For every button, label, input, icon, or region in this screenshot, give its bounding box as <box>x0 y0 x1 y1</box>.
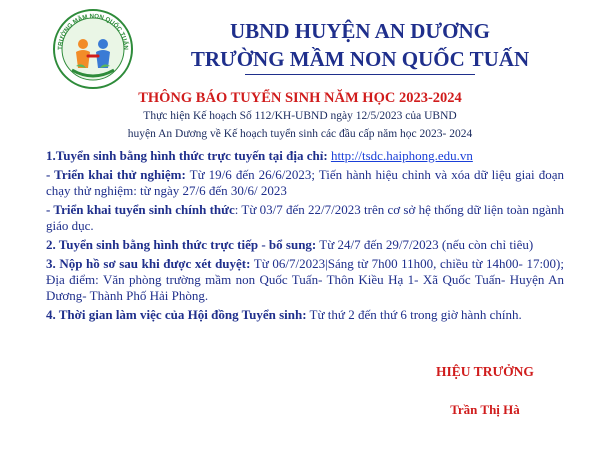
school-logo <box>52 8 134 90</box>
section-1a <box>46 167 564 199</box>
section-3-text: Từ 06/7/2023|Sáng từ 7h00 11h00, chiều từ 14h00- 17:00); Địa điểm: Văn phòng trường mầm non Quốc Tuấn- Thôn Kiều Hạ 1- Xã Quốc Tuấn- Huyện An Dương- Thành Phố Hải Phòng. <box>46 256 564 303</box>
logo-text: TRƯỜNG MẦM NON QUỐC TUẤN <box>56 12 130 51</box>
section-1b-text: : Từ 03/7 đến 22/7/2023 trên cơ sở hệ thống dữ liện toàn ngành giáo dục. <box>46 202 564 233</box>
section-1b <box>46 202 564 234</box>
school-name: TRƯỜNG MẦM NON QUỐC TUẤN <box>190 47 530 71</box>
section-4-text: Từ thứ 2 đến thứ 6 trong giờ hành chính. <box>306 307 522 322</box>
notice-subtitle-2: huyện An Dương về Kế hoạch tuyển sinh các đầu cấp năm học 2023- 2024 <box>127 128 473 140</box>
section-1b-label: - Triển khai tuyển sinh chính thức <box>46 202 235 217</box>
school-header <box>140 18 580 75</box>
notice-title: THÔNG BÁO TUYỂN SINH NĂM HỌC 2023-2024 <box>138 90 462 106</box>
header-underline <box>245 74 475 75</box>
section-3-label: 3. Nộp hồ sơ sau khi được xét duyệt: <box>46 256 251 271</box>
notice-body <box>46 148 564 326</box>
authority-name: UBND HUYỆN AN DƯƠNG <box>230 19 490 43</box>
notice-subtitle-1: Thực hiện Kế hoạch Số 112/KH-UBND ngày 12/5/2023 của UBND <box>143 110 457 122</box>
registration-link[interactable]: http://tsdc.haiphong.edu.vn <box>330 148 473 163</box>
section-1-heading: 1.Tuyển sinh bằng hình thức trực tuyến tại địa chỉ: <box>46 148 331 163</box>
section-2-label: 2. Tuyển sinh bằng hình thức trực tiếp - bổ sung: <box>46 237 317 252</box>
signature-name: Trần Thị Hà <box>450 402 520 417</box>
section-4 <box>46 307 564 323</box>
section-3 <box>46 256 564 304</box>
section-1a-label: - Triển khai thử nghiệm: <box>46 167 186 182</box>
section-1a-text: Từ 19/6 đến 26/6/2023; Tiến hành hiệu chỉnh và xóa dữ liệu giai đoạn chạy thử nghiệm: từ ngày 27/6 đến 30/6/ 2023 <box>46 167 564 198</box>
section-1 <box>46 148 564 164</box>
signature-title: HIỆU TRƯỞNG <box>436 364 534 379</box>
section-2-text: Từ 24/7 đến 29/7/2023 (nếu còn chỉ tiêu) <box>316 237 534 252</box>
section-4-label: 4. Thời gian làm việc của Hội đồng Tuyển sinh: <box>46 307 307 322</box>
section-2 <box>46 237 564 253</box>
